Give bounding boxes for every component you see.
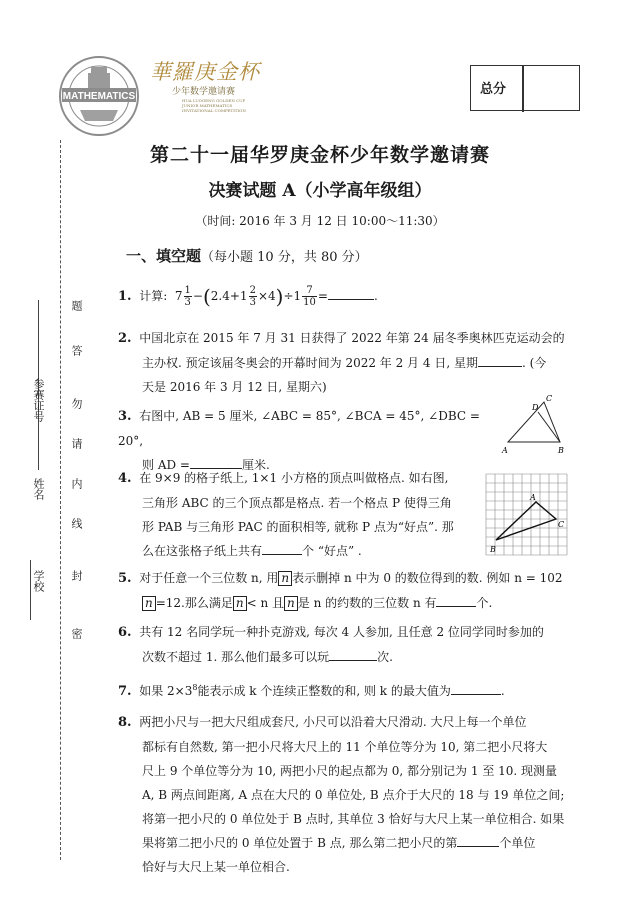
boxed-n: n <box>142 596 156 611</box>
competition-logo <box>58 55 140 137</box>
question-number: 1. <box>118 289 132 304</box>
school-line <box>30 560 31 620</box>
answer-blank[interactable] <box>329 649 377 661</box>
brand-name: 華羅庚金杯 <box>150 60 260 84</box>
q1-whole: 7 <box>174 289 183 303</box>
seal-char: 请 <box>70 438 83 449</box>
page-subtitle: 决赛试题 A（小学高年级组） <box>208 181 432 201</box>
answer-blank[interactable] <box>328 288 374 300</box>
question-8: 8. 两把小尺与一把大尺组成套尺, 小尺可以沿着大尺滑动. 大尺上每一个单位 都标有自然数, 第一把小尺将大尺上的 11 个单位等分为 10, 第二把小尺将大 尺上 9 个单位等分为 10, 两把小尺的起点都为 0, 都分别记为 1 至 10. 现测量 A, B 两点间距离, A 点在大尺的 0 单位处, B 点介于大尺的 18 与 19 单位之间; 将第一把小尺的 0 单位处于 B 点时, 其单位 3 恰好与大尺上某一单位相合. 如果 果将第二把小尺的 0 单位处置于 B 点, 那么第二把小尺的第 个单位 恰好与大尺上某一单位相合. <box>118 715 565 874</box>
boxed-n: n <box>284 596 298 611</box>
fig-label: A <box>502 446 508 455</box>
q1-prefix: 计算: <box>139 289 168 303</box>
seal-char: 内 <box>70 478 83 489</box>
answer-blank[interactable] <box>457 835 499 847</box>
q1-frac-3: $\frac{7}{10}$ <box>303 285 316 308</box>
id-label: 参赛证号 <box>32 378 45 422</box>
question-number: 3. <box>118 409 132 424</box>
fig-label: A <box>530 493 536 502</box>
fig-label: B <box>558 446 564 455</box>
question-number: 2. <box>118 331 132 346</box>
exam-time: （时间: 2016 年 3 月 12 日 10:00～11:30） <box>195 214 445 228</box>
answer-blank[interactable] <box>478 355 522 367</box>
seal-line <box>60 140 61 860</box>
logo-text: MATHEMATICS <box>62 91 136 102</box>
q1-inner: 2.4+1 <box>210 289 248 303</box>
school-label: 学校 <box>32 570 45 592</box>
question-7: 7. 如果 $2\times 3^8$能表示成 k 个连续正整数的和, 则 k 的最大值为 . <box>118 683 505 699</box>
q1-frac-2: $\frac{2}{3}$ <box>249 285 256 308</box>
question-2: 2. 中国北京在 2015 年 7 月 31 日获得了 2022 年第 24 届冬季奥林匹克运动会的 主办权. 预定该届冬奥会的开幕时间为 2022 年 2 月 4 日, 星期 . (今 天是 2016 年 3 月 12 日, 星期六) <box>118 331 565 394</box>
answer-blank[interactable] <box>436 595 476 607</box>
question-4: 4. 在 9×9 的格子纸上, 1×1 小方格的顶点叫做格点. 如右图, 三角形 ABC 的三个顶点都是格点. 若一个格点 P 使得三角 形 PAB 与三角形 PAC 的面积相等, 就称 P 点为“好点”. 那 么在这张格子纸上共有 个 “好点” . <box>118 471 454 558</box>
question-3: 3. 右图中, AB = 5 厘米, ∠ABC = 85°, ∠BCA = 45°, ∠DBC = 20°, 则 AD = 厘米. <box>118 409 480 472</box>
seal-char: 勿 <box>70 398 83 409</box>
question-number: 5. <box>118 571 132 586</box>
question-5: 5. 对于任意一个三位数 n, 用 n 表示删掉 n 中为 0 的数位得到的数. 例如 n = 102 n =12.那么满足 n < n 且 n 是 n 的约数的三位数 n 有 个. <box>118 571 563 610</box>
page-title: 第二十一届华罗庚金杯少年数学邀请赛 <box>149 144 490 166</box>
answer-blank[interactable] <box>451 683 501 695</box>
fig-label: C <box>558 520 565 529</box>
section-heading <box>126 245 368 266</box>
brand-english: HUA LUOGENG GOLDEN CUP JUNIOR MATHEMATICS INVITATIONAL COMPETITION <box>182 98 246 113</box>
seal-char: 答 <box>70 345 83 356</box>
fig-label: B <box>490 545 496 554</box>
question-number: 8. <box>118 715 132 730</box>
question-6: 6. 共有 12 名同学玩一种扑克游戏, 每次 4 人参加, 且任意 2 位同学同时参加的 次数不超过 1. 那么他们最多可以玩 次. <box>118 625 544 664</box>
seal-char: 封 <box>70 570 83 581</box>
question-number: 4. <box>118 471 132 486</box>
answer-blank[interactable] <box>262 543 302 555</box>
fig-label: C <box>546 394 553 403</box>
name-label: 姓名 <box>32 478 45 500</box>
boxed-n: n <box>278 571 292 586</box>
question-number: 6. <box>118 625 132 640</box>
section-label: 一、填空题 <box>126 247 202 265</box>
section-note: （每小题 10 分，共 80 分） <box>201 250 368 265</box>
boxed-n: n <box>233 596 247 611</box>
seal-char: 题 <box>70 300 83 311</box>
brand-subtitle: 少年数学邀请赛 <box>172 87 236 97</box>
seal-char: 密 <box>70 628 83 639</box>
seal-char: 线 <box>70 518 83 529</box>
score-divider <box>522 65 524 112</box>
q1-frac-1: $\frac{1}{3}$ <box>184 285 191 308</box>
fig-label: D <box>532 403 539 412</box>
question-1: 1. 计算: 7 $\frac{1}{3}$ −(2.4+1 $\frac{2}{3}$ ×4)÷1 $\frac{7}{10}$ = . <box>118 284 378 309</box>
grid-figure <box>478 472 574 556</box>
triangle-figure <box>498 394 574 456</box>
question-number: 7. <box>118 684 132 699</box>
score-label: 总分 <box>480 82 507 97</box>
